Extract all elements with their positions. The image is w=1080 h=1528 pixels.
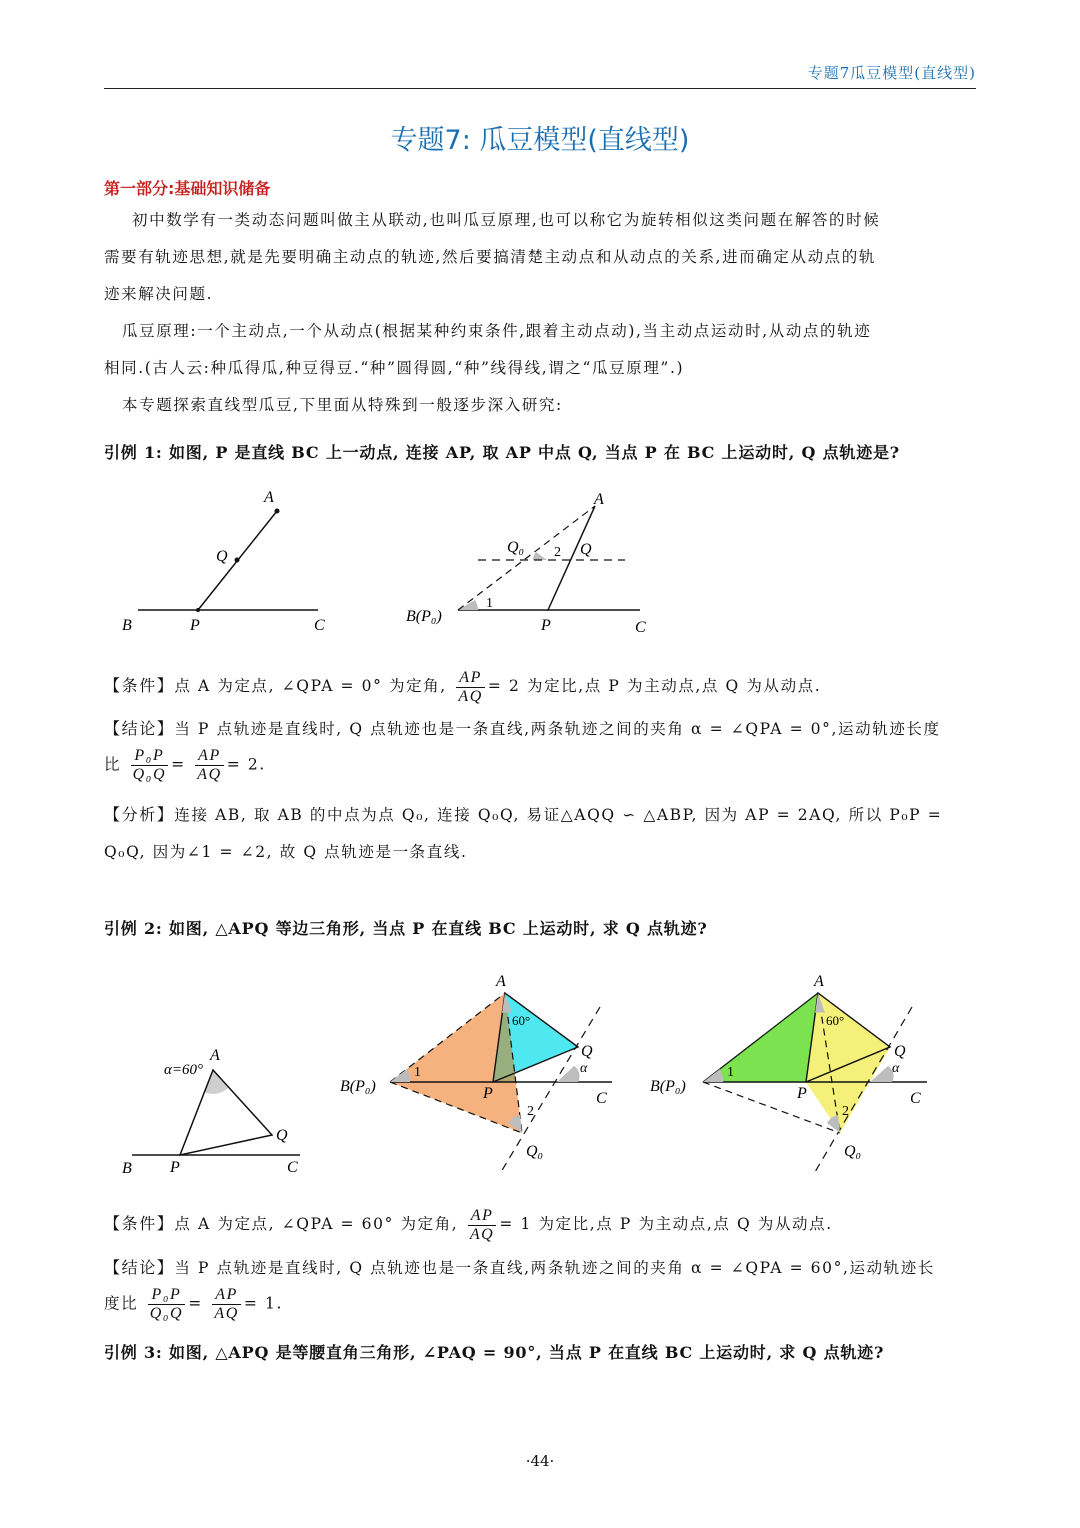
point-p <box>196 608 200 612</box>
condition-text: 点 A 为定点, ∠QPA = 60° 为定角, <box>174 1215 459 1233</box>
label-c-3: C <box>910 1090 921 1107</box>
conclusion-text: 当 P 点轨迹是直线时, Q 点轨迹也是一条直线,两条轨迹之间的夹角 α = ∠QPA = 0°,运动轨迹长度 <box>174 720 941 738</box>
page-number: ·44· <box>525 1452 555 1470</box>
condition-text: 点 A 为定点, ∠QPA = 0° 为定角, <box>174 677 447 695</box>
example3-question: 引例 3: 如图, △APQ 是等腰直角三角形, ∠PAQ = 90°, 当点 P 在直线 BC 上运动时, 求 Q 点轨迹? <box>104 1343 885 1362</box>
conclusion-value: = 2. <box>226 755 266 774</box>
label-alpha60: α=60° <box>164 1062 203 1078</box>
label-a: A <box>210 1047 220 1064</box>
label-q0-2: Q₀ <box>844 1143 862 1160</box>
text-line: 迹来解决问题. <box>104 285 214 303</box>
conclusion-prefix: 比 <box>104 755 122 774</box>
label-bp0: B(P₀) <box>340 1078 376 1095</box>
dashed-ab <box>458 506 595 610</box>
label-a-2: A <box>496 973 506 990</box>
label-bp0: B(P₀) <box>406 608 442 625</box>
label-alpha-2: α <box>892 1061 900 1076</box>
label-c-2: C <box>596 1090 607 1107</box>
example2-question: 引例 2: 如图, △APQ 等边三角形, 当点 P 在直线 BC 上运动时, 求 Q 点轨迹? <box>104 919 708 938</box>
label-q-2: Q <box>581 1043 593 1060</box>
text-line: 需要有轨迹思想,就是先要明确主动点的轨迹,然后要搞清楚主动点和从动点的关系,进而确定从动点的轨 <box>104 248 876 266</box>
label-two-2: 2 <box>842 1104 849 1119</box>
label-angle-1: 1 <box>486 596 493 611</box>
example1-figure <box>100 480 680 650</box>
example1-condition <box>104 668 980 706</box>
label-60: 60° <box>512 1013 531 1028</box>
label-q: Q <box>216 548 228 565</box>
label-q-3: Q <box>894 1043 906 1060</box>
page-title: 专题7: 瓜豆模型(直线型) <box>390 125 690 156</box>
label-q0: Q₀ <box>507 539 525 556</box>
label-c: C <box>314 617 325 634</box>
fraction: $\frac{\text{P₀P}}{\text{Q₀Q}}$ <box>149 1286 184 1322</box>
example1-question: 引例 1: 如图, P 是直线 BC 上一动点, 连接 AP, 取 AP 中点 Q, 当点 P 在 BC 上运动时, Q 点轨迹是? <box>104 443 900 462</box>
label-alpha: α <box>580 1061 588 1076</box>
example1-analysis <box>104 796 980 871</box>
text-line: 初中数学有一类动态问题叫做主从联动,也叫瓜豆原理,也可以称它为旋转相似这类问题在解答的时候 <box>132 211 881 229</box>
condition-text-2: = 1 为定比,点 P 为主动点,点 Q 为从动点. <box>499 1215 833 1233</box>
label-p: P <box>190 617 200 634</box>
point-q <box>235 558 240 563</box>
conclusion-tag: 【结论】 <box>104 1258 175 1277</box>
condition-text-2: = 2 为定比,点 P 为主动点,点 Q 为从动点. <box>487 677 822 695</box>
fraction: $\frac{AP}{AQ}$ <box>458 668 483 705</box>
conclusion-text: 当 P 点轨迹是直线时, Q 点轨迹也是一条直线,两条轨迹之间的夹角 α = ∠QPA = 60°,运动轨迹长 <box>174 1259 935 1277</box>
label-q-2: Q <box>580 541 592 558</box>
example2-conclusion: 【结论】当 P 点轨迹是直线时, Q 点轨迹也是一条直线,两条轨迹之间的夹角 α = ∠QPA = 60°,运动轨迹长 度比 $\frac{\text{P₀P}}{\text{Q₀Q}}$ = $\frac{AP}{AQ}$ = 1. <box>104 1258 935 1322</box>
fraction: $\frac{AP}{AQ}$ <box>197 747 222 783</box>
running-title: 专题7瓜豆模型(直线型) <box>807 64 976 82</box>
running-header <box>104 62 976 89</box>
label-one-2: 1 <box>727 1065 734 1080</box>
label-p-2: P <box>541 617 551 634</box>
analysis-text: 连接 AB, 取 AB 的中点为点 Q₀, 连接 Q₀Q, 易证△AQQ ∽ △ABP, 因为 AP = 2AQ, 所以 P₀P = <box>174 806 943 824</box>
label-angle-2: 2 <box>554 545 561 560</box>
label-60-2: 60° <box>826 1013 845 1028</box>
label-a-2: A <box>594 491 604 508</box>
conclusion-prefix: 度比 <box>104 1294 139 1313</box>
label-bp0-2: B(P₀) <box>650 1078 686 1095</box>
example1-conclusion: 【结论】当 P 点轨迹是直线时, Q 点轨迹也是一条直线,两条轨迹之间的夹角 α = ∠QPA = 0°,运动轨迹长度 比 $\frac{\text{P₀P}}{\text{Q₀Q}}$ = $\frac{AP}{AQ}$ = 2. <box>104 719 941 783</box>
example2-figure <box>100 965 940 1175</box>
triangle-apq <box>180 1070 272 1155</box>
label-p-3: P <box>797 1085 807 1102</box>
conclusion-tag: 【结论】 <box>104 719 175 738</box>
analysis-text-2: Q₀Q, 因为∠1 = ∠2, 故 Q 点轨迹是一条直线. <box>104 843 468 861</box>
fraction: $\frac{AP}{AQ}$ <box>214 1286 239 1322</box>
text-line: 相同.(古人云:种瓜得瓜,种豆得豆.“种”圆得圆,“种”线得线,谓之“瓜豆原理”.) <box>104 359 685 377</box>
intro-paragraph <box>104 202 980 424</box>
label-c: C <box>287 1159 298 1175</box>
angle-2-mark <box>533 552 547 560</box>
analysis-tag: 【分析】 <box>104 805 175 824</box>
label-p-2: P <box>483 1085 493 1102</box>
fraction: $\frac{AP}{AQ}$ <box>469 1206 495 1243</box>
text-line: 本专题探索直线型瓜豆,下里面从特殊到一般逐步深入研究: <box>122 396 563 414</box>
point-a <box>275 509 280 514</box>
label-q0: Q₀ <box>526 1143 544 1160</box>
label-a-3: A <box>814 973 824 990</box>
fraction: $\frac{\text{P₀P}}{\text{Q₀Q}}$ <box>132 747 167 783</box>
label-b: B <box>122 1160 132 1175</box>
conclusion-value: = 1. <box>243 1294 283 1313</box>
example2-condition <box>104 1206 980 1244</box>
condition-tag: 【条件】 <box>104 676 175 695</box>
label-p: P <box>170 1159 180 1175</box>
label-two: 2 <box>527 1104 534 1119</box>
label-a: A <box>264 489 274 506</box>
label-q: Q <box>276 1127 288 1144</box>
condition-tag: 【条件】 <box>104 1214 175 1233</box>
angle-1-mark <box>458 600 478 610</box>
label-b: B <box>122 617 132 634</box>
label-one: 1 <box>414 1065 421 1080</box>
section-heading: 第一部分:基础知识储备 <box>104 179 271 198</box>
text-line: 瓜豆原理:一个主动点,一个从动点(根据某种约束条件,跟着主动点动),当主动点运动时,从动点的轨迹 <box>122 322 872 340</box>
label-c-2: C <box>635 619 646 636</box>
